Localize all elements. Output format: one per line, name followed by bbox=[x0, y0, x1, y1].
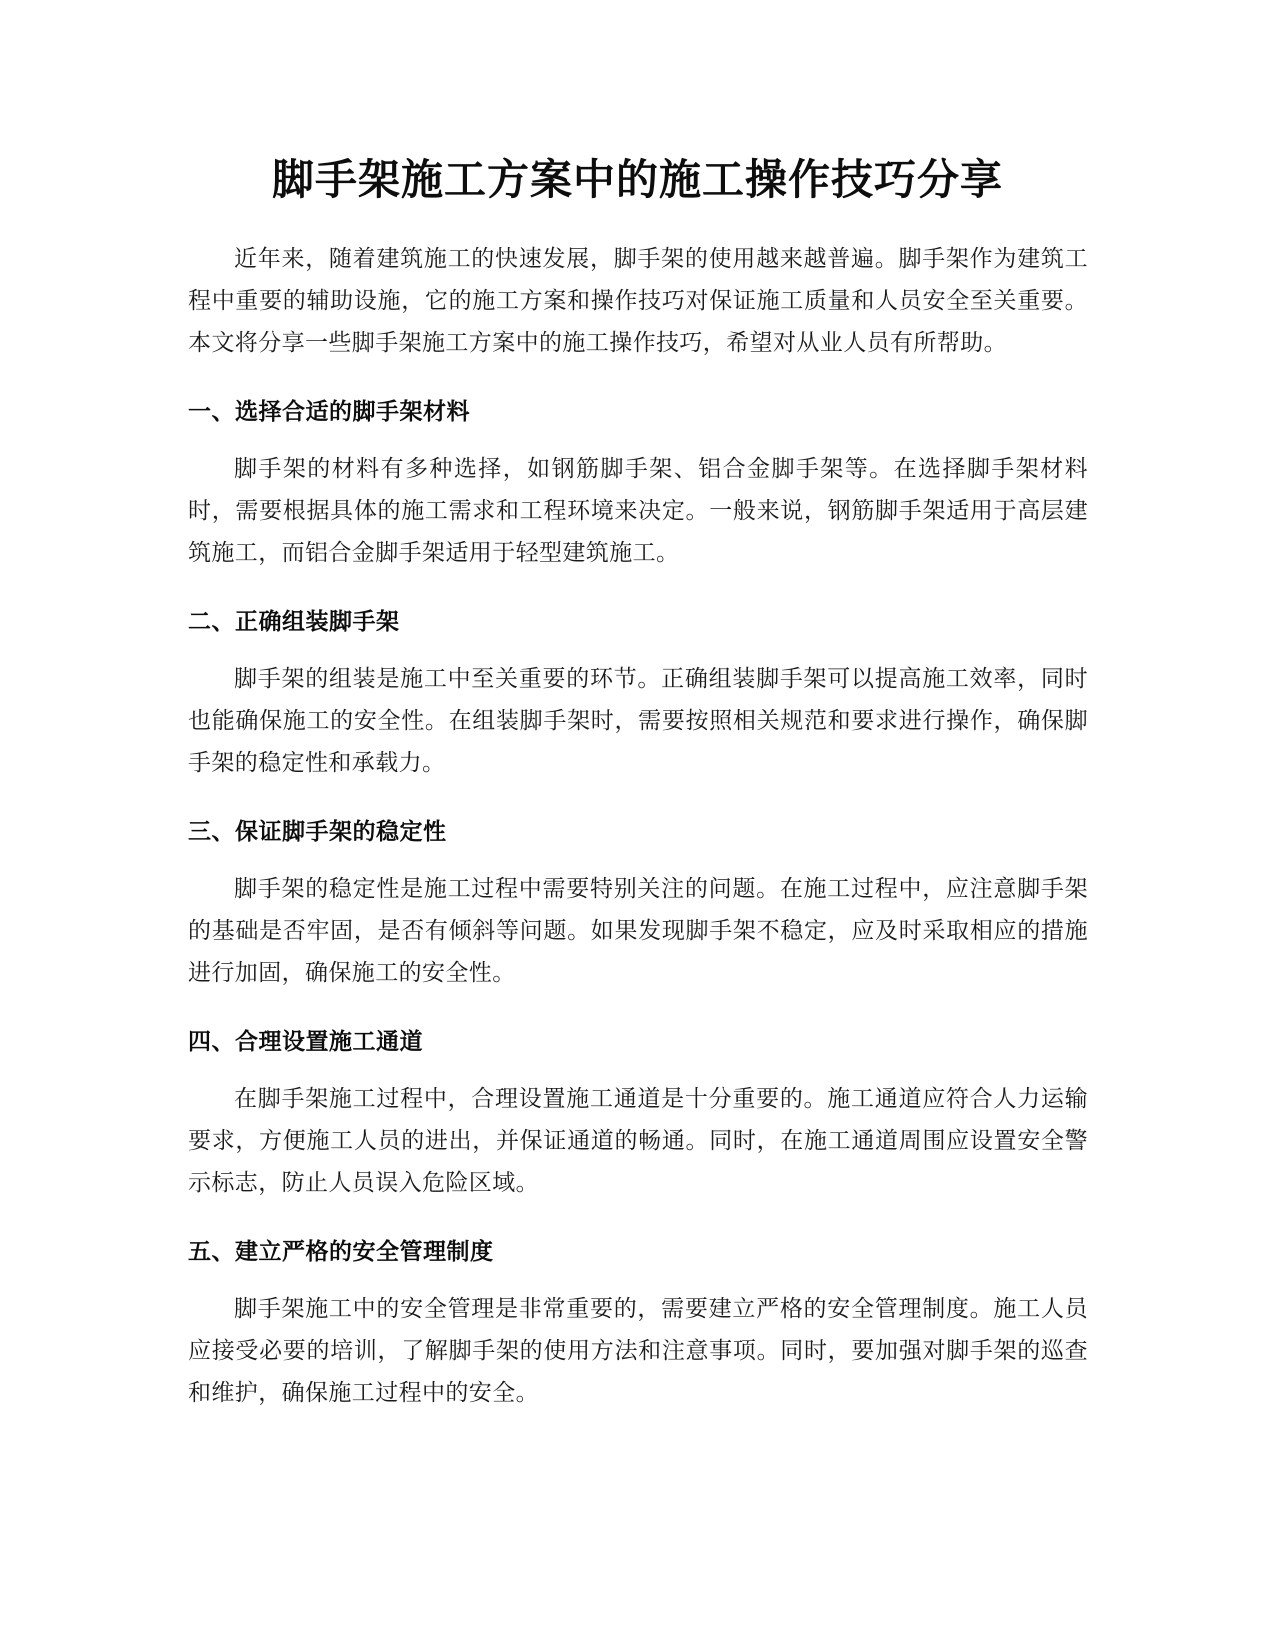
page-title: 脚手架施工方案中的施工操作技巧分享 bbox=[271, 155, 1003, 204]
section-heading-2: 二、正确组装脚手架 bbox=[188, 609, 400, 635]
section-paragraph-1: 脚手架的材料有多种选择，如钢筋脚手架、铝合金脚手架等。在选择脚手架材料时，需要根据具体的施工需求和工程环境来决定。一般来说，钢筋脚手架适用于高层建筑施工，而铝合金脚手架适用于轻型建筑施工。 bbox=[188, 456, 1088, 566]
section-paragraph-3: 脚手架的稳定性是施工过程中需要特别关注的问题。在施工过程中，应注意脚手架的基础是否牢固，是否有倾斜等问题。如果发现脚手架不稳定，应及时采取相应的措施进行加固，确保施工的安全性。 bbox=[188, 876, 1088, 986]
section-heading-4: 四、合理设置施工通道 bbox=[188, 1029, 423, 1055]
section-paragraph-2: 脚手架的组装是施工中至关重要的环节。正确组装脚手架可以提高施工效率，同时也能确保施工的安全性。在组装脚手架时，需要按照相关规范和要求进行操作，确保脚手架的稳定性和承载力。 bbox=[188, 666, 1088, 776]
section-heading-1: 一、选择合适的脚手架材料 bbox=[188, 399, 470, 425]
intro-paragraph: 近年来，随着建筑施工的快速发展，脚手架的使用越来越普遍。脚手架作为建筑工程中重要的辅助设施，它的施工方案和操作技巧对保证施工质量和人员安全至关重要。本文将分享一些脚手架施工方案中的施工操作技巧，希望对从业人员有所帮助。 bbox=[188, 246, 1088, 356]
section-heading-3: 三、保证脚手架的稳定性 bbox=[188, 819, 447, 845]
section-heading-5: 五、建立严格的安全管理制度 bbox=[188, 1239, 494, 1265]
section-paragraph-4: 在脚手架施工过程中，合理设置施工通道是十分重要的。施工通道应符合人力运输要求，方便施工人员的进出，并保证通道的畅通。同时，在施工通道周围应设置安全警示标志，防止人员误入危险区域。 bbox=[188, 1086, 1088, 1196]
document-body bbox=[188, 238, 1088, 1414]
section-paragraph-5: 脚手架施工中的安全管理是非常重要的，需要建立严格的安全管理制度。施工人员应接受必要的培训，了解脚手架的使用方法和注意事项。同时，要加强对脚手架的巡查和维护，确保施工过程中的安全。 bbox=[188, 1296, 1088, 1406]
